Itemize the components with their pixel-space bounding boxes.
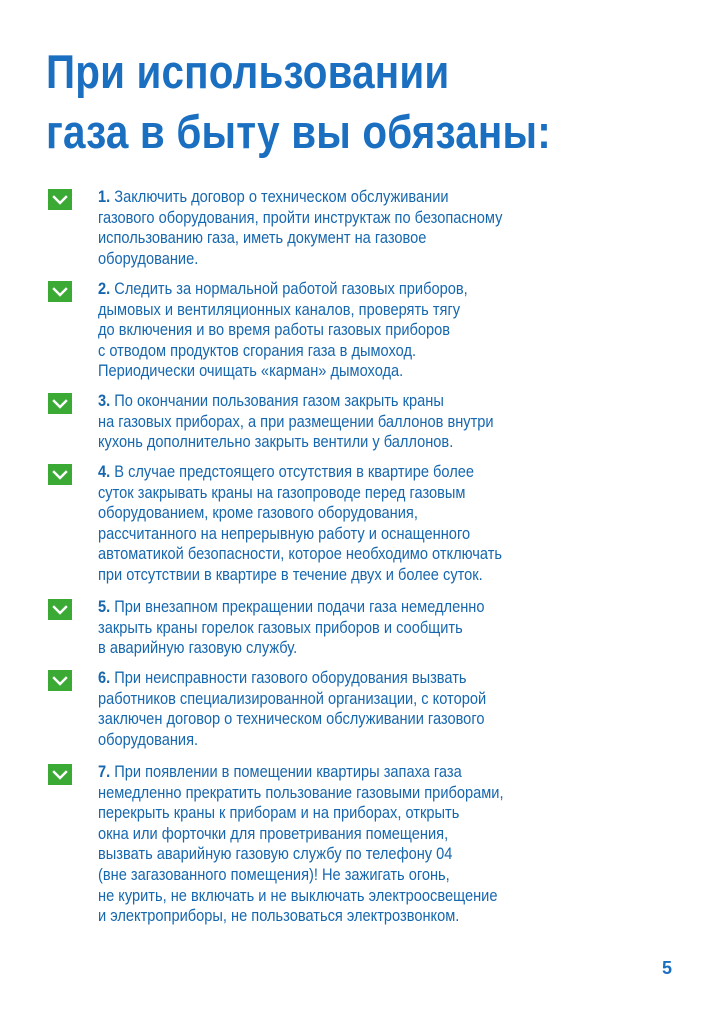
list-item-line: Периодически очищать «карман» дымохода. [98, 361, 404, 381]
list-item-text [98, 279, 468, 382]
list-item-line: По окончании пользования газом закрыть краны [114, 391, 444, 410]
list-item-line: газового оборудования, пройти инструктаж по безопасному [98, 207, 503, 227]
list-item-line: оборудования. [98, 729, 199, 749]
list-item-text [98, 597, 484, 659]
list-item-line: на газовых приборах, а при размещении баллонов внутри [98, 411, 494, 431]
list-item-text [98, 668, 486, 750]
list-item-number: 3. [98, 391, 111, 410]
list-item-line: в аварийную газовую службу. [98, 638, 298, 658]
page-title-line-2: газа в быту вы обязаны: [46, 105, 551, 158]
list-item-line: дымовых и вентиляционных каналов, проверять тягу [98, 299, 461, 319]
list-item-line: при отсутствии в квартире в течение двух и более суток. [98, 564, 483, 584]
list-item-line: автоматикой безопасности, которое необходимо отключать [98, 544, 503, 564]
list-item-line: Заключить договор о техническом обслуживании [114, 187, 449, 206]
list-item-number: 1. [98, 187, 111, 206]
checkmark-icon [48, 393, 72, 414]
checkmark-icon [48, 464, 72, 485]
list-item-line: не курить, не включать и не выключать электроосвещение [98, 885, 498, 905]
checkmark-icon [48, 189, 72, 210]
list-item-text [98, 391, 494, 453]
list-item-line: При появлении в помещении квартиры запаха газа [114, 762, 462, 781]
list-item-line: (вне загазованного помещения)! Не зажигать огонь, [98, 864, 450, 884]
list-item-number: 7. [98, 762, 111, 781]
list-item-line: перекрыть краны к приборам и на приборах, открыть [98, 803, 460, 823]
list-item-line: окна или форточки для проветривания помещения, [98, 823, 449, 843]
list-item-line: Следить за нормальной работой газовых приборов, [114, 279, 468, 298]
list-item-line: заключен договор о техническом обслуживании газового [98, 709, 485, 729]
list-item-number: 6. [98, 668, 111, 687]
page-number: 5 [662, 958, 673, 978]
list-item-line: В случае предстоящего отсутствия в квартире более [114, 462, 475, 481]
checkmark-icon [48, 599, 72, 620]
list-item-line: При неисправности газового оборудования вызвать [114, 668, 467, 687]
list-item-line: использованию газа, иметь документ на газовое [98, 228, 427, 248]
list-item-number: 4. [98, 462, 111, 481]
list-item-line: При внезапном прекращении подачи газа немедленно [114, 597, 485, 616]
list-item-line: рассчитанного на непрерывную работу и оснащенного [98, 523, 471, 543]
list-item-text [98, 762, 504, 927]
list-item-line: кухонь дополнительно закрыть вентили у баллонов. [98, 432, 454, 452]
list-item-line: оборудование. [98, 248, 199, 268]
list-item-text [98, 462, 502, 586]
list-item-line: оборудованием, кроме газового оборудования, [98, 503, 418, 523]
list-item-line: закрыть краны горелок газовых приборов и сообщить [98, 617, 463, 637]
list-item-text [98, 187, 502, 269]
list-item-line: и электроприборы, не пользоваться электрозвонком. [98, 906, 460, 926]
list-item-line: суток закрывать краны на газопроводе перед газовым [98, 482, 466, 502]
page-title [46, 42, 551, 162]
list-item-line: работников специализированной организации, с которой [98, 688, 487, 708]
list-item-line: до включения и во время работы газовых приборов [98, 320, 451, 340]
list-item-number: 5. [98, 597, 111, 616]
page-title-line-1: При использовании [46, 45, 450, 98]
checkmark-icon [48, 670, 72, 691]
list-item-line: с отводом продуктов сгорания газа в дымоход. [98, 340, 417, 360]
list-item-number: 2. [98, 279, 111, 298]
list-item-line: вызвать аварийную газовую службу по телефону 04 [98, 844, 453, 864]
list-item-line: немедленно прекратить пользование газовыми приборами, [98, 782, 504, 802]
checkmark-icon [48, 281, 72, 302]
checkmark-icon [48, 764, 72, 785]
